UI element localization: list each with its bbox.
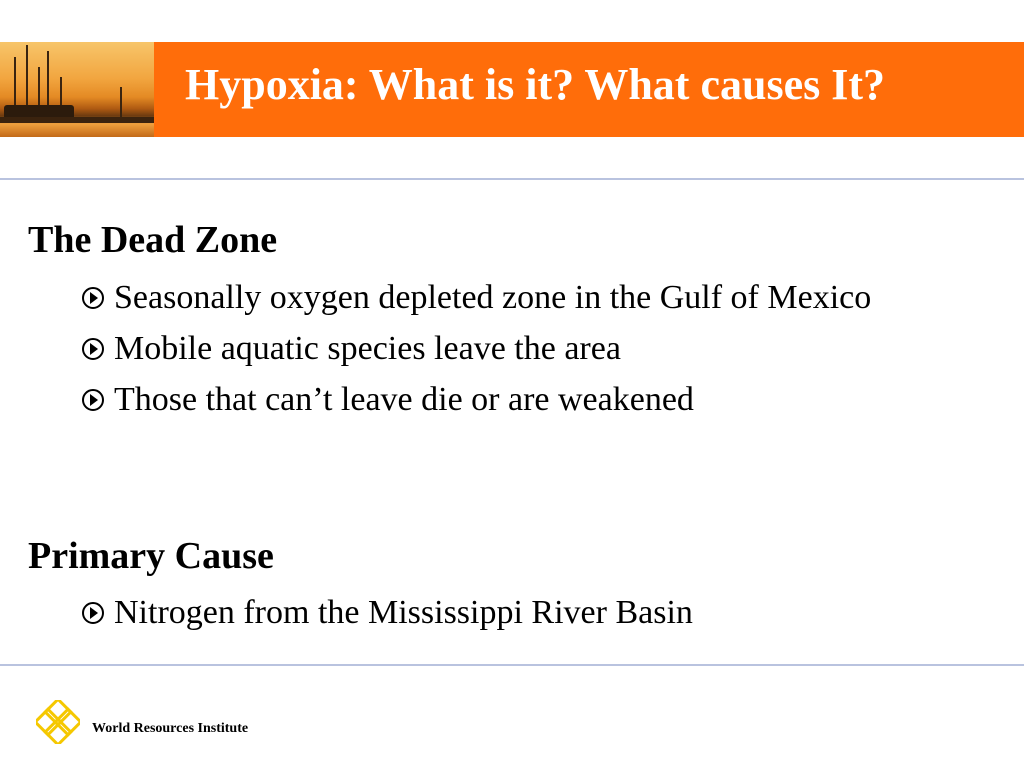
wri-knot-logo-icon (36, 700, 80, 744)
circled-arrow-right-icon (82, 338, 104, 360)
footer-organization: World Resources Institute (92, 721, 249, 736)
list-item (82, 272, 954, 323)
slide-title: Hypoxia: What is it? What causes It? (185, 60, 886, 109)
primary-cause-bullet-list (82, 587, 954, 638)
bullet-text: Those that can’t leave die or are weakened (114, 381, 694, 418)
header-photo (0, 42, 154, 137)
bullet-text: Seasonally oxygen depleted zone in the Gulf of Mexico (114, 279, 872, 316)
list-item (82, 374, 954, 425)
list-item (82, 587, 954, 638)
circled-arrow-right-icon (82, 287, 104, 309)
dead-zone-bullet-list (82, 272, 954, 425)
list-item (82, 323, 954, 374)
bottom-divider (0, 664, 1024, 666)
section-heading-primary-cause: Primary Cause (28, 535, 274, 577)
bullet-text: Nitrogen from the Mississippi River Basin (114, 594, 693, 631)
bullet-text: Mobile aquatic species leave the area (114, 330, 621, 367)
circled-arrow-right-icon (82, 602, 104, 624)
title-banner (154, 42, 1024, 137)
section-heading-dead-zone: The Dead Zone (28, 219, 278, 261)
circled-arrow-right-icon (82, 389, 104, 411)
top-divider (0, 178, 1024, 180)
